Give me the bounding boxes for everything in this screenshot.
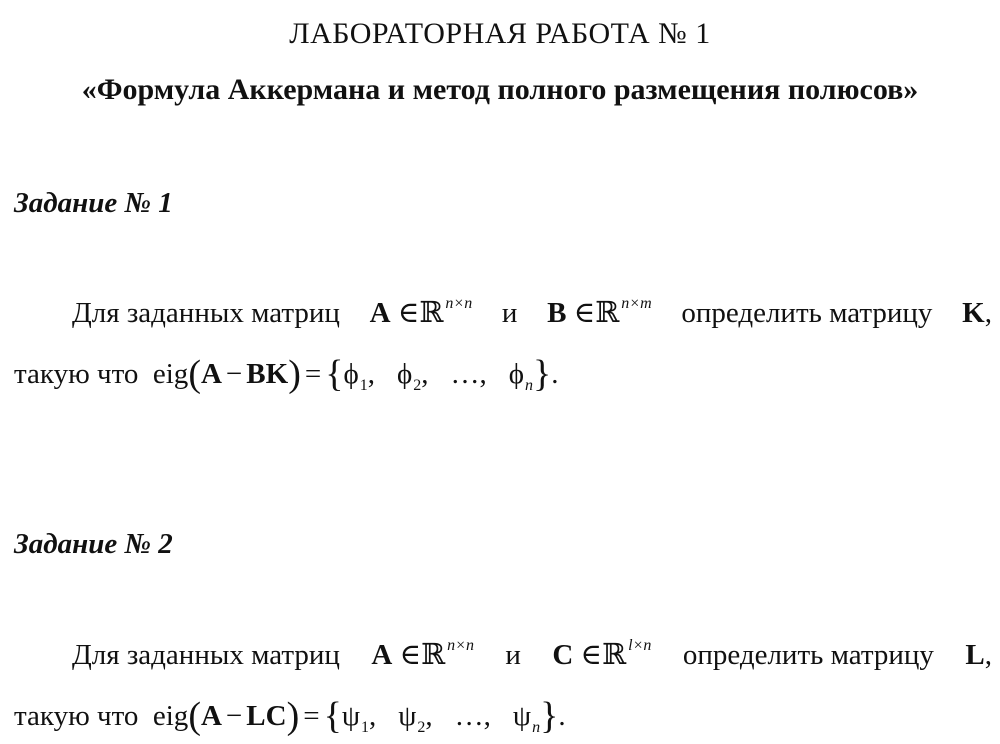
matrix-a-membership xyxy=(371,636,474,679)
left-paren: ( xyxy=(188,353,201,395)
matrix-k: K xyxy=(962,297,985,329)
matrix-b-membership xyxy=(547,294,652,337)
task-1-statement-line-2 xyxy=(14,352,559,398)
matrix-l: L xyxy=(965,639,985,671)
separator: , xyxy=(479,358,487,390)
element-of-symbol: ∈ xyxy=(573,297,596,329)
matrix-c: C xyxy=(552,639,574,671)
matrix-product: LC xyxy=(246,700,287,732)
right-paren: ) xyxy=(286,695,300,737)
comma: , xyxy=(984,297,992,329)
task-1-heading: Задание № 1 xyxy=(14,187,173,219)
matrix-b: B xyxy=(547,297,567,329)
dimension-a: n×n xyxy=(447,637,474,654)
page-title: ЛАБОРАТОРНАЯ РАБОТА № 1 xyxy=(289,17,711,50)
left-brace: { xyxy=(323,695,342,737)
matrix-a: A xyxy=(200,700,222,732)
right-brace: } xyxy=(533,353,552,395)
separator: , xyxy=(369,700,377,732)
conjunction: и xyxy=(505,639,521,671)
element-of-symbol: ∈ xyxy=(397,297,420,329)
matrix-product: BK xyxy=(246,358,289,390)
target-matrix xyxy=(962,294,992,332)
task-1-statement-line-1 xyxy=(72,294,992,337)
separator: , xyxy=(367,358,375,390)
task-2-heading: Задание № 2 xyxy=(14,528,173,560)
intro-text: Для заданных матриц xyxy=(72,297,340,329)
dimension-b: n×m xyxy=(621,295,652,312)
left-brace: { xyxy=(325,353,344,395)
dimension-a: n×n xyxy=(445,295,473,312)
verb-text: определить матрицу xyxy=(682,639,934,671)
minus-sign: − xyxy=(225,700,243,732)
left-paren: ( xyxy=(188,695,201,737)
page-subtitle: «Формула Аккермана и метод полного размещения полюсов» xyxy=(81,73,919,106)
ellipsis: … xyxy=(454,700,484,732)
equals-sign: = xyxy=(304,358,322,390)
pole-2: ϕ xyxy=(396,358,413,390)
element-of-symbol: ∈ xyxy=(580,639,603,671)
pole-n-index: n xyxy=(532,719,541,736)
eig-operator: eig xyxy=(152,358,189,390)
right-brace: } xyxy=(540,695,559,737)
period: . xyxy=(558,700,566,732)
right-paren: ) xyxy=(288,353,301,395)
equals-sign: = xyxy=(303,700,320,732)
matrix-a-membership xyxy=(370,294,473,337)
pole-n: ψ xyxy=(512,700,532,732)
intro-text: Для заданных матриц xyxy=(72,639,340,671)
pole-n-index: n xyxy=(525,377,533,394)
pole-n: ϕ xyxy=(508,358,524,390)
pole-1: ϕ xyxy=(343,358,359,390)
pole-1: ψ xyxy=(341,700,360,732)
matrix-a: A xyxy=(200,358,222,390)
matrix-a: A xyxy=(371,639,393,671)
lead-text: такую что xyxy=(14,700,139,732)
dimension-c: l×n xyxy=(628,637,652,654)
real-set-symbol: ℝ xyxy=(595,297,620,329)
real-set-symbol: ℝ xyxy=(602,639,627,671)
element-of-symbol: ∈ xyxy=(399,639,422,671)
ellipsis: … xyxy=(450,358,480,390)
conjunction: и xyxy=(501,297,518,329)
pole-1-index: 1 xyxy=(359,377,368,394)
task-2-statement-line-2 xyxy=(14,694,566,740)
lead-text: такую что xyxy=(14,358,139,390)
eig-operator: eig xyxy=(152,700,189,732)
verb-text: определить матрицу xyxy=(681,297,933,329)
matrix-a: A xyxy=(369,297,391,329)
separator: , xyxy=(421,358,429,390)
period: . xyxy=(551,358,559,390)
pole-1-index: 1 xyxy=(361,719,369,736)
real-set-symbol: ℝ xyxy=(421,639,446,671)
real-set-symbol: ℝ xyxy=(419,297,444,329)
matrix-c-membership xyxy=(552,636,651,679)
target-matrix xyxy=(965,636,992,674)
pole-2: ψ xyxy=(398,700,417,732)
pole-2-index: 2 xyxy=(413,377,422,394)
separator: , xyxy=(483,700,491,732)
comma: , xyxy=(984,639,992,671)
separator: , xyxy=(425,700,433,732)
minus-sign: − xyxy=(225,358,243,390)
pole-2-index: 2 xyxy=(417,719,426,736)
task-2-statement-line-1 xyxy=(72,636,992,679)
